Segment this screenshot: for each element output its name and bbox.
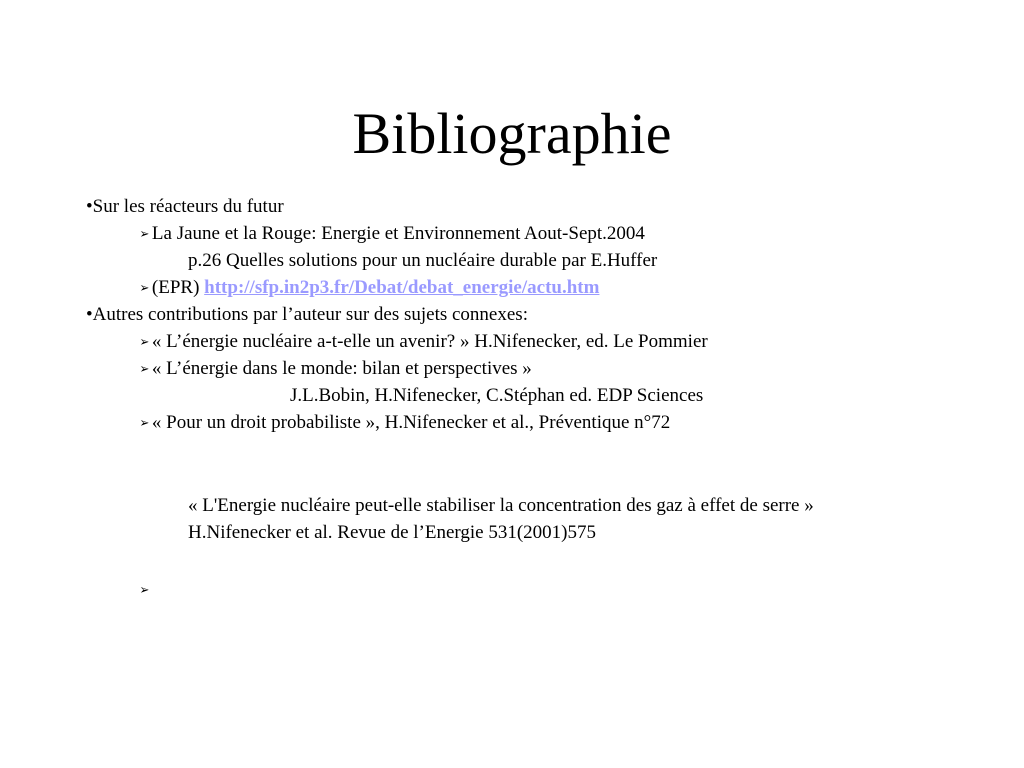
arrow-item-jaune-rouge (139, 222, 645, 248)
bullet-char: • (86, 304, 93, 325)
arrow-item-label: « L’énergie dans le monde: bilan et perspectives » (151, 358, 532, 379)
page-title: Bibliographie (352, 101, 672, 166)
arrow-item-epr (139, 276, 599, 302)
reference-effet-serre: « L'Energie nucléaire peut-elle stabiliser la concentration des gaz à effet de serre » (188, 495, 814, 516)
bullet-item-reacteurs-futur (86, 195, 284, 219)
arrow-bullet-icon: ➢ (139, 416, 150, 431)
epr-link[interactable]: http://sfp.in2p3.fr/Debat/debat_energie/actu.htm (204, 277, 600, 298)
bullet-item-autres-contributions (86, 303, 528, 327)
arrow-bullet-icon: ➢ (139, 362, 150, 377)
arrow-bullet-icon: ➢ (139, 227, 150, 242)
arrow-bullet-icon: ➢ (139, 335, 150, 350)
reference-detail-revue: H.Nifenecker et al. Revue de l’Energie 531(2001)575 (188, 522, 596, 543)
reference-detail-bobin: J.L.Bobin, H.Nifenecker, C.Stéphan ed. EDP Sciences (290, 385, 704, 406)
arrow-item-label: « L’énergie nucléaire a-t-elle un avenir? » H.Nifenecker, ed. Le Pommier (151, 331, 708, 352)
arrow-item-avenir (139, 330, 708, 356)
arrow-item-label: « Pour un droit probabiliste », H.Nifenecker et al., Préventique n°72 (151, 412, 671, 433)
arrow-bullet-icon: ➢ (139, 583, 150, 598)
arrow-item-label: La Jaune et la Rouge: Energie et Environnement Aout-Sept.2004 (151, 223, 645, 244)
arrow-item-empty (139, 578, 152, 604)
arrow-bullet-icon: ➢ (139, 281, 150, 296)
arrow-item-droit (139, 411, 670, 437)
arrow-item-monde (139, 357, 532, 383)
epr-prefix: (EPR) (151, 277, 205, 298)
bullet-item-label: Autres contributions par l’auteur sur des sujets connexes: (92, 304, 528, 325)
reference-detail-huffer: p.26 Quelles solutions pour un nucléaire durable par E.Huffer (188, 250, 658, 271)
bullet-char: • (86, 196, 93, 217)
bullet-item-label: Sur les réacteurs du futur (92, 196, 284, 217)
